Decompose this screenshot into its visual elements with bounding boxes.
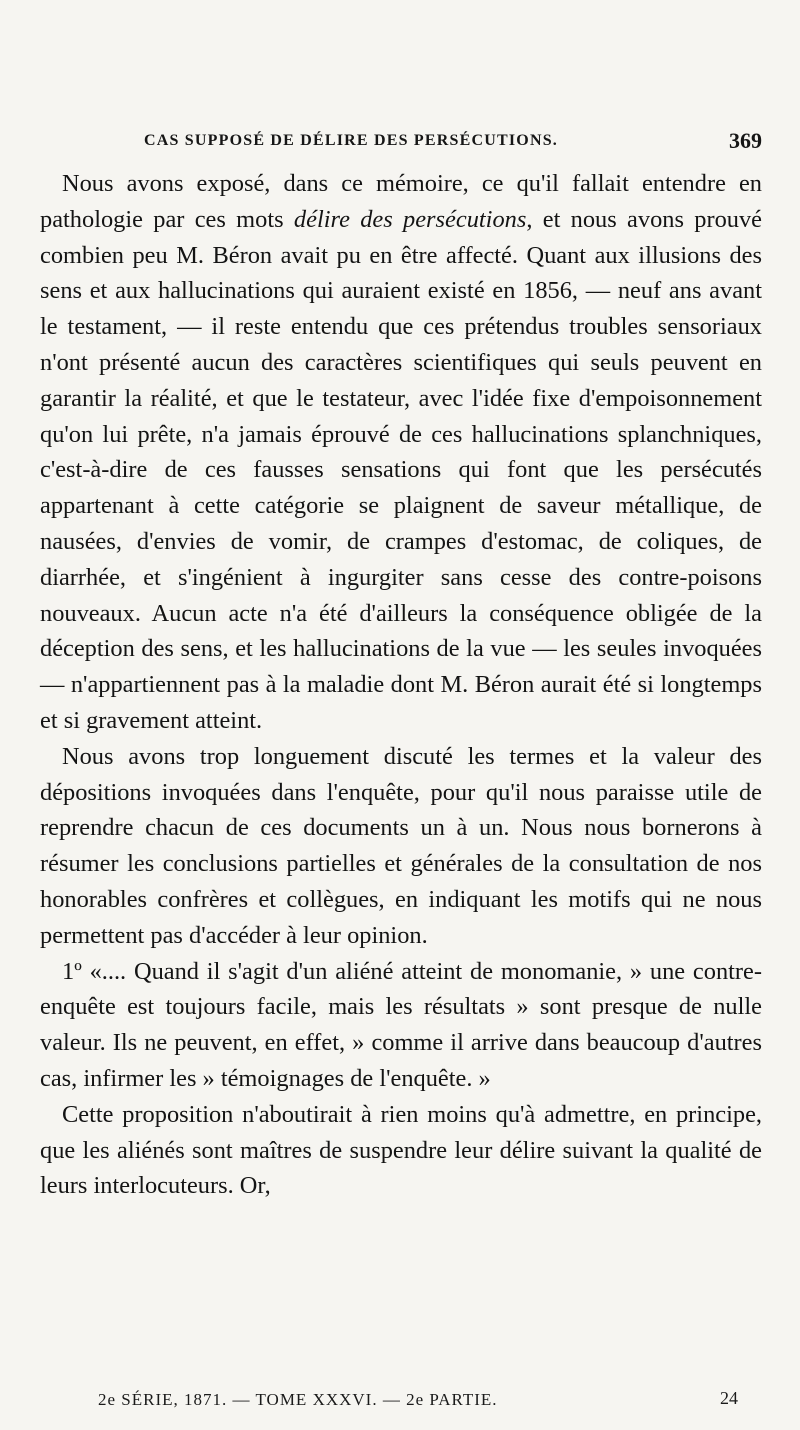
signature-mark: 24 bbox=[720, 1388, 738, 1408]
footer-series-info: 2e SÉRIE, 1871. — TOME XXXVI. — 2e PARTIE. bbox=[98, 1390, 498, 1409]
page-number: 369 bbox=[729, 128, 762, 153]
body-text bbox=[40, 166, 762, 1204]
paragraph-3-quotation: 1º «.... Quand il s'agit d'un aliéné atteint de monomanie, » une contre-enquête est toujours facile, mais les résultats » sont presque de nulle valeur. Ils ne peuvent, en effet, » comme il arrive dans beaucoup d'autres cas, infirmer les » témoignages de l'enquête. » bbox=[40, 957, 762, 1092]
emphasis-delire-des-persecutions: délire des persécutions bbox=[293, 205, 527, 233]
page-header bbox=[40, 128, 762, 158]
paragraph-1-end: , et nous avons prouvé combien peu M. Béron avait pu en être affecté. Quant aux illusions des sens et aux hallucinations qui auraient existé en 1856, — neuf ans avant le testament, — il reste entendu que ces prétendus troubles sensoriaux n'ont présenté aucun des caractères scientifiques qui seuls peuvent en garantir la réalité, et que le testateur, avec l'idée fixe d'empoisonnement qu'on lui prête, n'a jamais éprouvé de ces hallucinations splanchniques, c'est-à-dire de ces fausses sensations qui font que les persécutés appartenant à cette catégorie se plaignent de saveur métallique, de nausées, d'envies de vomir, de crampes d'estomac, de coliques, de diarrhée, et s'ingénient à ingurgiter sans cesse des contre-poisons nouveaux. Aucun acte n'a été d'ailleurs la conséquence obligée de la déception des sens, et les hallucinations de la vue — les seules invoquées — n'appartiennent pas à la maladie dont M. Béron aurait été si longtemps et si gravement atteint. bbox=[40, 205, 762, 734]
running-title: CAS SUPPOSÉ DE DÉLIRE DES PERSÉCUTIONS. bbox=[144, 132, 559, 149]
paragraph-1 bbox=[40, 166, 762, 739]
paragraph-1-start: Nous avons exposé, dans ce mémoire, ce qu'il fallait entendre en pathologie par ces mots bbox=[40, 170, 762, 233]
page-footer bbox=[40, 1388, 762, 1414]
paragraph-2: Nous avons trop longuement discuté les termes et la valeur des dépositions invoquées dans l'enquête, pour qu'il nous paraisse utile de reprendre chacun de ces documents un à un. Nous nous bornerons à résumer les conclusions partielles et générales de la consultation de nos honorables confrères et collègues, en indiquant les motifs qui ne nous permettent pas d'accéder à leur opinion. bbox=[40, 742, 762, 949]
paragraph-4: Cette proposition n'aboutirait à rien moins qu'à admettre, en principe, que les aliénés sont maîtres de suspendre leur délire suivant la qualité de leurs interlocuteurs. Or, bbox=[40, 1100, 762, 1200]
